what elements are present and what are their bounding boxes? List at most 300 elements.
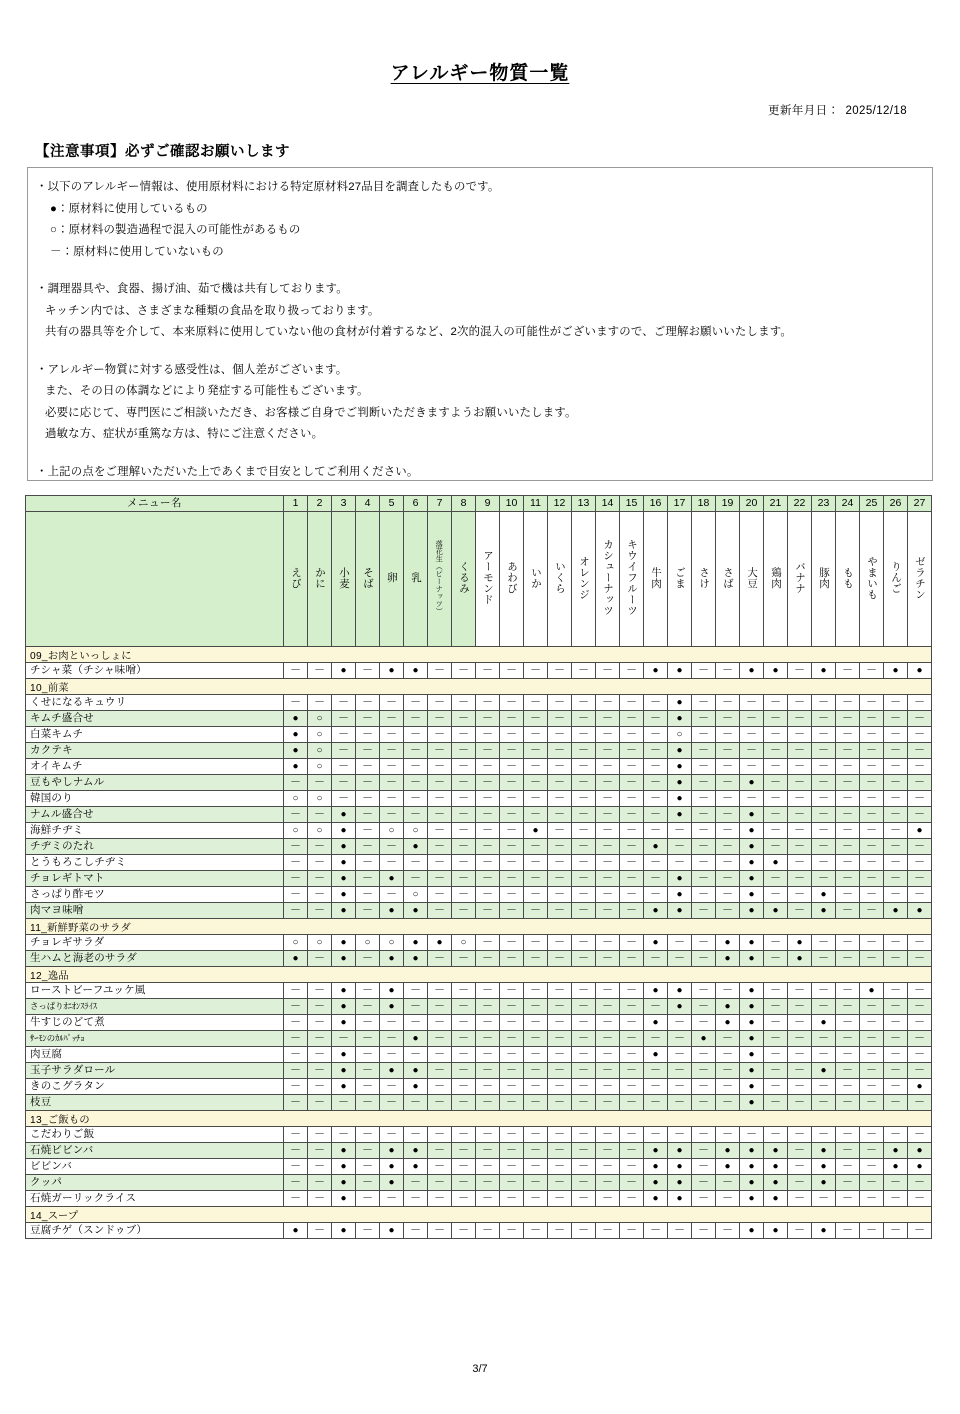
allergen-cell-8: － — [452, 775, 476, 791]
allergen-cell-1: － — [284, 1143, 308, 1159]
column-number-22: 22 — [788, 496, 812, 512]
notice-spacer-1 — [36, 263, 922, 279]
menu-item-name: 韓国のり — [26, 791, 284, 807]
allergen-cell-17: － — [668, 1223, 692, 1239]
allergen-cell-4: － — [356, 775, 380, 791]
allergen-cell-2: － — [308, 999, 332, 1015]
allergen-cell-14: － — [596, 1015, 620, 1031]
allergen-cell-5: － — [380, 855, 404, 871]
allergen-header-18 — [692, 512, 716, 647]
allergen-cell-12: － — [548, 935, 572, 951]
allergen-cell-21: ● — [764, 1191, 788, 1207]
allergen-cell-23: － — [812, 727, 836, 743]
allergen-cell-3: ● — [332, 1223, 356, 1239]
allergen-cell-4: － — [356, 711, 380, 727]
allergen-cell-26: － — [884, 1127, 908, 1143]
allergen-cell-14: － — [596, 823, 620, 839]
allergen-cell-23: ● — [812, 1015, 836, 1031]
allergen-cell-24: － — [836, 1031, 860, 1047]
column-number-8: 8 — [452, 496, 476, 512]
table-row[interactable] — [26, 1175, 932, 1191]
allergen-cell-13: － — [572, 1063, 596, 1079]
allergen-cell-23: － — [812, 1127, 836, 1143]
allergen-name-label: かに — [314, 566, 326, 589]
allergen-cell-17: ● — [668, 759, 692, 775]
allergen-cell-10: － — [500, 999, 524, 1015]
allergen-cell-1: － — [284, 695, 308, 711]
allergen-cell-16: － — [644, 871, 668, 887]
allergen-cell-1: － — [284, 807, 308, 823]
allergen-cell-9: － — [476, 887, 500, 903]
table-row[interactable] — [26, 1015, 932, 1031]
table-row[interactable] — [26, 1047, 932, 1063]
allergen-cell-3: ● — [332, 983, 356, 999]
allergen-cell-20: ● — [740, 807, 764, 823]
allergen-name-label: あわび — [506, 561, 518, 594]
allergen-cell-21: － — [764, 775, 788, 791]
allergen-cell-6: － — [404, 871, 428, 887]
allergen-cell-27: ● — [908, 1143, 932, 1159]
table-row[interactable] — [26, 1095, 932, 1111]
allergen-cell-12: － — [548, 1047, 572, 1063]
allergen-cell-19: － — [716, 1079, 740, 1095]
allergen-cell-9: － — [476, 1063, 500, 1079]
allergen-cell-6: － — [404, 711, 428, 727]
allergen-cell-17: ● — [668, 695, 692, 711]
allergen-cell-11: － — [524, 1191, 548, 1207]
allergen-cell-9: － — [476, 935, 500, 951]
allergen-cell-22: － — [788, 903, 812, 919]
allergen-cell-9: － — [476, 711, 500, 727]
allergen-cell-5: ● — [380, 1159, 404, 1175]
table-row[interactable] — [26, 871, 932, 887]
allergen-cell-20: － — [740, 743, 764, 759]
allergen-cell-25: － — [860, 1175, 884, 1191]
table-row[interactable] — [26, 887, 932, 903]
allergen-cell-25: － — [860, 807, 884, 823]
allergen-name-label: いか — [530, 566, 542, 589]
allergen-cell-15: － — [620, 1079, 644, 1095]
allergen-cell-15: － — [620, 1127, 644, 1143]
allergen-cell-18: － — [692, 695, 716, 711]
allergen-cell-24: － — [836, 791, 860, 807]
table-row[interactable] — [26, 1127, 932, 1143]
page-title: アレルギー物質一覧 — [390, 63, 570, 84]
allergen-cell-20: ● — [740, 999, 764, 1015]
allergen-cell-9: － — [476, 743, 500, 759]
allergen-cell-3: ● — [332, 1063, 356, 1079]
allergen-header-4 — [356, 512, 380, 647]
allergen-cell-14: － — [596, 663, 620, 679]
allergen-header-12 — [548, 512, 572, 647]
allergen-cell-13: － — [572, 727, 596, 743]
allergen-cell-8: － — [452, 1079, 476, 1095]
allergen-name-label: 大豆 — [746, 566, 758, 589]
allergen-cell-26: － — [884, 807, 908, 823]
allergen-cell-27: － — [908, 727, 932, 743]
allergen-name-label: やまいも — [866, 555, 878, 600]
allergen-cell-15: － — [620, 839, 644, 855]
allergen-cell-3: ● — [332, 807, 356, 823]
allergen-cell-4: － — [356, 1095, 380, 1111]
allergen-cell-22: － — [788, 1159, 812, 1175]
allergen-cell-8: － — [452, 839, 476, 855]
allergen-cell-1: － — [284, 1159, 308, 1175]
allergen-cell-14: － — [596, 1063, 620, 1079]
allergen-cell-25: － — [860, 839, 884, 855]
allergen-cell-20: － — [740, 759, 764, 775]
allergen-cell-27: ● — [908, 823, 932, 839]
allergen-cell-21: － — [764, 1063, 788, 1079]
allergen-cell-7: － — [428, 1159, 452, 1175]
column-number-7: 7 — [428, 496, 452, 512]
table-row[interactable] — [26, 1143, 932, 1159]
allergen-cell-22: － — [788, 743, 812, 759]
table-row[interactable] — [26, 935, 932, 951]
allergen-cell-26: － — [884, 1047, 908, 1063]
allergen-cell-6: － — [404, 983, 428, 999]
column-number-13: 13 — [572, 496, 596, 512]
allergen-name-label: 落花生（ピーナッツ） — [435, 540, 445, 615]
allergen-cell-25: － — [860, 823, 884, 839]
allergen-cell-19: － — [716, 807, 740, 823]
allergen-cell-21: ● — [764, 663, 788, 679]
allergen-cell-16: － — [644, 855, 668, 871]
allergen-cell-1: － — [284, 1031, 308, 1047]
allergen-name-label: 乳 — [410, 572, 422, 583]
table-row[interactable] — [26, 695, 932, 711]
allergen-cell-25: － — [860, 1095, 884, 1111]
table-row[interactable] — [26, 727, 932, 743]
allergen-cell-12: － — [548, 823, 572, 839]
allergen-cell-11: － — [524, 759, 548, 775]
allergen-cell-4: － — [356, 791, 380, 807]
allergen-header-11 — [524, 512, 548, 647]
allergen-name-label: 小麦 — [338, 566, 350, 589]
allergen-cell-25: － — [860, 1031, 884, 1047]
allergen-cell-2: － — [308, 887, 332, 903]
notice-line-kitchen: キッチン内では、さまざまな種類の食品を取り扱っております。 — [45, 304, 380, 317]
allergen-cell-5: － — [380, 1015, 404, 1031]
allergen-cell-25: － — [860, 1143, 884, 1159]
allergen-cell-10: － — [500, 1095, 524, 1111]
allergen-cell-21: － — [764, 871, 788, 887]
allergen-cell-18: － — [692, 855, 716, 871]
allergen-cell-10: － — [500, 1047, 524, 1063]
category-row — [26, 1207, 932, 1223]
table-row[interactable] — [26, 791, 932, 807]
allergen-cell-22: － — [788, 1127, 812, 1143]
allergen-cell-11: － — [524, 1143, 548, 1159]
category-label: 09_お肉といっしょに — [26, 647, 932, 663]
allergen-cell-8: － — [452, 1095, 476, 1111]
notice-line-sensitivity: ・アレルギー物質に対する感受性は、個人差がございます。 — [36, 363, 348, 376]
allergen-cell-12: － — [548, 1015, 572, 1031]
allergen-cell-9: － — [476, 871, 500, 887]
allergen-cell-21: － — [764, 807, 788, 823]
allergen-cell-24: － — [836, 1063, 860, 1079]
table-row[interactable] — [26, 1063, 932, 1079]
allergen-cell-3: － — [332, 759, 356, 775]
allergen-cell-8: － — [452, 1223, 476, 1239]
allergen-table-body — [26, 647, 932, 1239]
allergen-cell-25: － — [860, 1047, 884, 1063]
allergen-cell-21: ● — [764, 1223, 788, 1239]
allergen-cell-1: ● — [284, 951, 308, 967]
allergen-cell-3: ● — [332, 663, 356, 679]
allergen-cell-26: － — [884, 1175, 908, 1191]
allergen-cell-10: － — [500, 727, 524, 743]
table-row[interactable] — [26, 775, 932, 791]
allergen-cell-10: － — [500, 1127, 524, 1143]
allergen-cell-11: － — [524, 695, 548, 711]
allergen-cell-21: － — [764, 951, 788, 967]
table-row[interactable] — [26, 663, 932, 679]
allergen-cell-16: ● — [644, 1143, 668, 1159]
allergen-cell-15: － — [620, 855, 644, 871]
allergen-cell-16: － — [644, 887, 668, 903]
table-row[interactable] — [26, 1223, 932, 1239]
allergen-cell-20: － — [740, 695, 764, 711]
allergen-cell-17: － — [668, 1047, 692, 1063]
allergen-cell-2: － — [308, 1127, 332, 1143]
allergen-cell-1: － — [284, 1191, 308, 1207]
allergen-cell-4: － — [356, 695, 380, 711]
allergen-cell-23: － — [812, 807, 836, 823]
allergen-cell-17: ● — [668, 807, 692, 823]
allergen-cell-13: － — [572, 871, 596, 887]
allergen-cell-14: － — [596, 743, 620, 759]
allergen-cell-6: ○ — [404, 823, 428, 839]
menu-item-name: 生ハムと海老のサラダ — [26, 951, 284, 967]
allergen-cell-25: － — [860, 727, 884, 743]
allergen-cell-22: － — [788, 1143, 812, 1159]
allergen-cell-25: － — [860, 887, 884, 903]
allergen-cell-15: － — [620, 1095, 644, 1111]
table-row[interactable] — [26, 823, 932, 839]
allergen-cell-25: － — [860, 695, 884, 711]
allergen-cell-27: － — [908, 1175, 932, 1191]
allergen-name-label: もも — [842, 566, 854, 589]
allergen-cell-22: － — [788, 887, 812, 903]
allergen-cell-23: － — [812, 743, 836, 759]
allergen-cell-19: － — [716, 887, 740, 903]
table-row[interactable] — [26, 983, 932, 999]
allergen-cell-23: ● — [812, 887, 836, 903]
allergen-cell-3: － — [332, 791, 356, 807]
allergen-cell-1: － — [284, 1047, 308, 1063]
allergen-cell-5: － — [380, 1095, 404, 1111]
allergen-cell-17: ● — [668, 871, 692, 887]
allergen-cell-1: － — [284, 1175, 308, 1191]
table-row[interactable] — [26, 759, 932, 775]
allergen-cell-15: － — [620, 871, 644, 887]
allergen-cell-1: － — [284, 839, 308, 855]
allergen-cell-11: － — [524, 1159, 548, 1175]
allergen-header-10 — [500, 512, 524, 647]
allergen-cell-20: ● — [740, 887, 764, 903]
allergen-cell-22: － — [788, 1191, 812, 1207]
allergen-cell-6: － — [404, 1047, 428, 1063]
allergen-cell-6: － — [404, 743, 428, 759]
allergen-name-label: 卵 — [386, 572, 398, 583]
allergen-header-21 — [764, 512, 788, 647]
allergen-name-label: りんご — [890, 561, 902, 594]
allergen-cell-14: － — [596, 1079, 620, 1095]
allergen-header-15 — [620, 512, 644, 647]
allergen-cell-4: － — [356, 983, 380, 999]
allergen-cell-3: － — [332, 711, 356, 727]
allergen-cell-8: － — [452, 1063, 476, 1079]
allergen-cell-1: － — [284, 999, 308, 1015]
menu-item-name: チヂミのたれ — [26, 839, 284, 855]
allergen-cell-20: ● — [740, 1063, 764, 1079]
table-row[interactable] — [26, 1159, 932, 1175]
allergen-cell-19: － — [716, 1175, 740, 1191]
allergen-cell-7: － — [428, 855, 452, 871]
table-row[interactable] — [26, 999, 932, 1015]
allergen-cell-27: － — [908, 951, 932, 967]
allergen-cell-20: ● — [740, 839, 764, 855]
allergen-cell-10: － — [500, 1223, 524, 1239]
table-row[interactable] — [26, 807, 932, 823]
allergen-cell-11: － — [524, 1047, 548, 1063]
allergen-name-label: カシューナッツ — [602, 539, 614, 616]
allergen-cell-22: － — [788, 1095, 812, 1111]
menu-item-name: 肉豆腐 — [26, 1047, 284, 1063]
allergen-cell-10: － — [500, 695, 524, 711]
allergen-cell-25: － — [860, 711, 884, 727]
table-row[interactable] — [26, 711, 932, 727]
allergen-cell-13: － — [572, 935, 596, 951]
allergen-cell-2: － — [308, 1223, 332, 1239]
allergen-cell-6: － — [404, 999, 428, 1015]
allergen-cell-9: － — [476, 1047, 500, 1063]
allergen-cell-11: ● — [524, 823, 548, 839]
update-date-line — [25, 102, 935, 118]
allergen-cell-24: － — [836, 695, 860, 711]
allergen-cell-27: － — [908, 1047, 932, 1063]
allergen-cell-23: － — [812, 1047, 836, 1063]
table-row[interactable] — [26, 903, 932, 919]
menu-item-name: 枝豆 — [26, 1095, 284, 1111]
allergen-cell-24: － — [836, 1191, 860, 1207]
allergen-cell-19: － — [716, 1191, 740, 1207]
allergen-cell-26: － — [884, 743, 908, 759]
allergen-cell-13: － — [572, 1143, 596, 1159]
category-row — [26, 967, 932, 983]
table-row[interactable] — [26, 855, 932, 871]
allergen-cell-8: － — [452, 855, 476, 871]
column-number-24: 24 — [836, 496, 860, 512]
allergen-cell-4: － — [356, 871, 380, 887]
allergen-cell-7: － — [428, 1191, 452, 1207]
allergen-cell-24: － — [836, 999, 860, 1015]
allergen-cell-27: － — [908, 983, 932, 999]
allergen-header-6 — [404, 512, 428, 647]
table-row[interactable] — [26, 743, 932, 759]
allergen-cell-26: － — [884, 727, 908, 743]
allergen-cell-19: ● — [716, 1159, 740, 1175]
allergen-cell-19: － — [716, 1095, 740, 1111]
allergen-cell-23: ● — [812, 903, 836, 919]
allergen-cell-23: － — [812, 823, 836, 839]
allergen-cell-22: － — [788, 807, 812, 823]
allergen-cell-8: － — [452, 759, 476, 775]
allergen-cell-4: － — [356, 727, 380, 743]
allergen-cell-26: ● — [884, 663, 908, 679]
allergen-cell-27: － — [908, 887, 932, 903]
allergen-cell-4: － — [356, 1143, 380, 1159]
allergen-cell-20: ● — [740, 1175, 764, 1191]
table-row[interactable] — [26, 1079, 932, 1095]
legend-line-maybe: ○：原材料の製造過程で混入の可能性があるもの — [50, 224, 301, 236]
allergen-cell-17: ● — [668, 1175, 692, 1191]
table-row[interactable] — [26, 1031, 932, 1047]
allergen-cell-26: ● — [884, 1159, 908, 1175]
allergen-cell-15: － — [620, 1047, 644, 1063]
allergen-cell-12: － — [548, 759, 572, 775]
allergen-cell-3: ● — [332, 935, 356, 951]
allergen-cell-10: － — [500, 743, 524, 759]
allergen-cell-3: ● — [332, 871, 356, 887]
allergen-cell-20: ● — [740, 1143, 764, 1159]
allergen-cell-17: ● — [668, 743, 692, 759]
allergen-cell-23: － — [812, 1095, 836, 1111]
allergen-cell-6: ● — [404, 951, 428, 967]
allergen-header-26 — [884, 512, 908, 647]
allergen-cell-27: － — [908, 807, 932, 823]
allergen-cell-1: － — [284, 775, 308, 791]
allergen-cell-24: － — [836, 951, 860, 967]
allergen-cell-23: － — [812, 695, 836, 711]
allergen-cell-9: － — [476, 1191, 500, 1207]
allergen-cell-26: － — [884, 791, 908, 807]
allergen-cell-26: － — [884, 1079, 908, 1095]
allergen-cell-23: ● — [812, 663, 836, 679]
allergen-cell-18: － — [692, 1143, 716, 1159]
allergen-cell-8: － — [452, 711, 476, 727]
allergen-cell-7: － — [428, 1015, 452, 1031]
category-label: 13_ご飯もの — [26, 1111, 932, 1127]
allergen-cell-8: － — [452, 743, 476, 759]
table-row[interactable] — [26, 1191, 932, 1207]
allergen-cell-7: － — [428, 951, 452, 967]
allergen-cell-8: － — [452, 1031, 476, 1047]
allergen-cell-7: － — [428, 983, 452, 999]
table-row[interactable] — [26, 839, 932, 855]
allergen-cell-16: ● — [644, 935, 668, 951]
allergen-cell-11: － — [524, 791, 548, 807]
allergen-cell-15: － — [620, 887, 644, 903]
allergen-cell-14: － — [596, 1095, 620, 1111]
allergen-cell-17: ● — [668, 711, 692, 727]
allergen-cell-13: － — [572, 1031, 596, 1047]
menu-item-name: さっぱりｵﾆｵﾝｽﾗｲｽ — [26, 999, 284, 1015]
allergen-cell-7: － — [428, 807, 452, 823]
allergen-cell-21: － — [764, 1095, 788, 1111]
table-row[interactable] — [26, 951, 932, 967]
allergen-cell-12: － — [548, 663, 572, 679]
document-page — [0, 58, 960, 1414]
allergen-cell-6: － — [404, 855, 428, 871]
allergen-cell-22: － — [788, 1031, 812, 1047]
allergen-cell-8: － — [452, 1143, 476, 1159]
allergen-cell-11: － — [524, 663, 548, 679]
allergen-cell-18: － — [692, 1079, 716, 1095]
allergen-cell-15: － — [620, 1223, 644, 1239]
allergen-cell-7: ● — [428, 935, 452, 951]
